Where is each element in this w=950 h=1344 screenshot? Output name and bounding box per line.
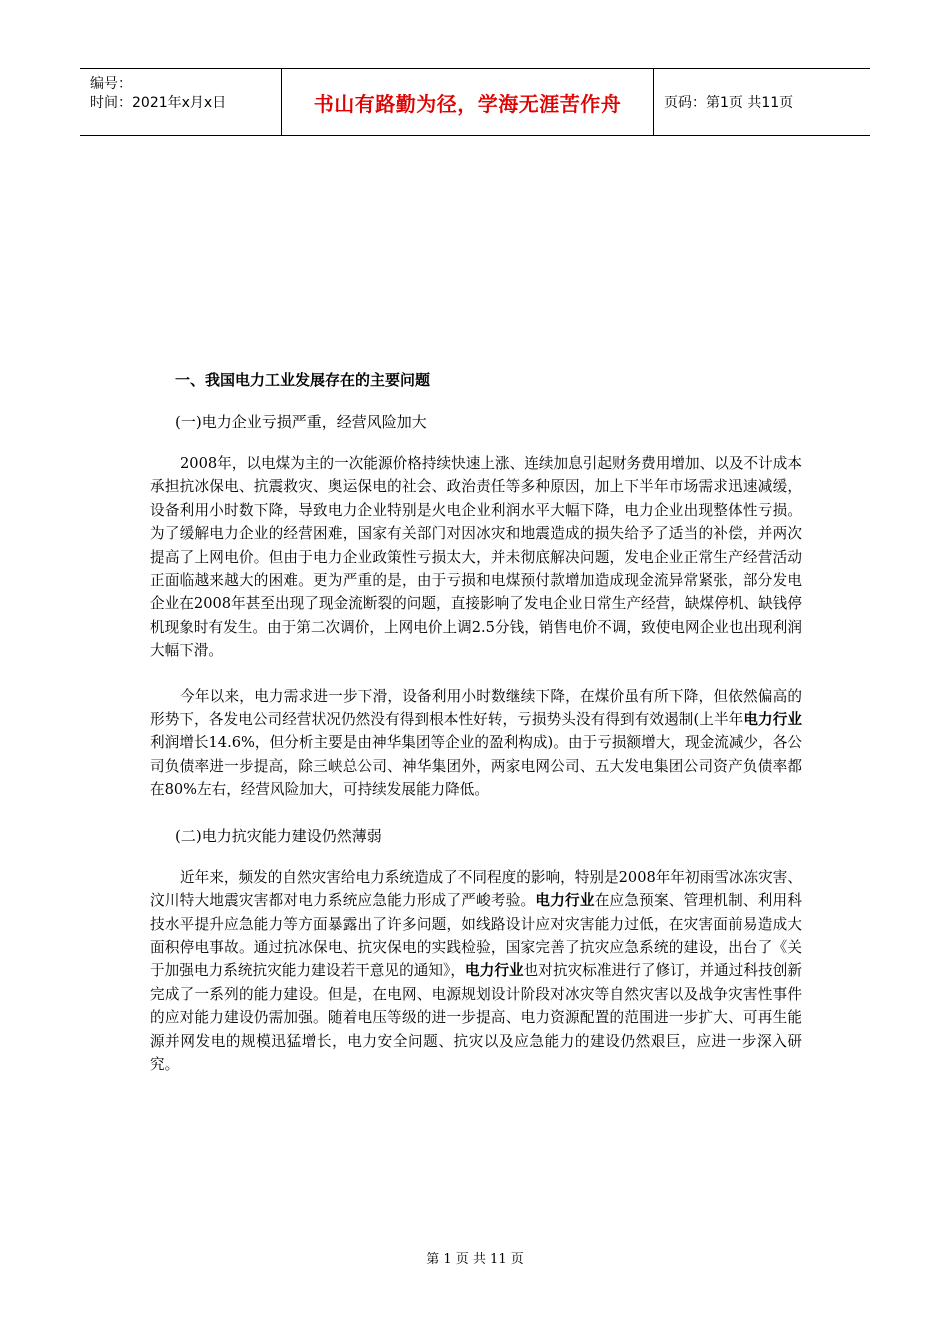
paragraph-3 — [150, 866, 802, 1077]
header-motto: 书山有路勤为径，学海无涯苦作舟 — [313, 91, 622, 116]
paragraph-3-text-b: 在应急预案、管理机制、利用科技水平提升应急能力等方面暴露出了许多问题，如线路设计应对灾害能力过低，在灾害面前易造成大面积停电事故。通过抗冰保电、抗灾保电的实践检验，国家完善了抗灾应急系统的建设，出台了《关于加强电力系统抗灾能力建设若干意见的通知》， — [150, 892, 802, 980]
header-meta — [80, 69, 282, 135]
subsection-title-2: (二)电力抗灾能力建设仍然薄弱 — [175, 826, 382, 845]
paragraph-1: 2008年，以电煤为主的一次能源价格持续快速上涨、连续加息引起财务费用增加、以及不计成本承担抗冰保电、抗震救灾、奥运保电的社会、政治责任等多种原因，加上下半年市场需求迅速减缓，设备利用小时数下降，导致电力企业特别是火电企业利润水平大幅下降，电力企业出现整体性亏损。为了缓解电力企业的经营困难，国家有关部门对因冰灾和地震造成的损失给予了适当的补偿，并两次提高了上网电价。但由于电力企业政策性亏损太大，并未彻底解决问题，发电企业正常生产经营活动正面临越来越大的困难。更为严重的是，由于亏损和电煤预付款增加造成现金流异常紧张，部分发电企业在2008年甚至出现了现金流断裂的问题，直接影响了发电企业日常生产经营，缺煤停机、缺钱停机现象时有发生。由于第二次调价，上网电价上调2.5分钱，销售电价不调，致使电网企业也出现利润大幅下滑。 — [150, 455, 802, 660]
header-page-cell — [654, 69, 870, 135]
page-footer: 第 1 页 共 11 页 — [426, 1252, 524, 1267]
paragraph-2-text-a: 今年以来，电力需求进一步下滑，设备利用小时数继续下降，在煤价虽有所下降，但依然偏高的形势下，各发电公司经营状况仍然没有得到根本性好转，亏损势头没有得到有效遏制(上半年 — [150, 687, 802, 729]
document-body — [150, 368, 802, 1098]
paragraph-3-text-c: 也对抗灾标准进行了修订，并通过科技创新完成了一系列的能力建设。但是，在电网、电源规划设计阶段对冰灾等自然灾害以及战争灾害性事件的应对能力建设仍需加强。随着电压等级的进一步提高、电力资源配置的范围进一步扩大、可再生能源并网发电的规模迅猛增长，电力安全问题、抗灾以及应急能力的建设仍然艰巨，应进一步深入研究。 — [150, 962, 802, 1073]
header-page-label: 页码：第1页 共11页 — [664, 95, 794, 111]
doc-number-label: 编号： — [90, 76, 132, 92]
header-motto-cell — [282, 69, 654, 135]
section-title: 一、我国电力工业发展存在的主要问题 — [175, 371, 431, 389]
paragraph-2-text-b: 利润增长14.6%，但分析主要是由神华集团等企业的盈利构成)。由于亏损额增大，现金流减少，各公司负债率进一步提高，除三峡总公司、神华集团外，两家电网公司、五大发电集团公司资产负债率都在80%左右，经营风险加大，可持续发展能力降低。 — [150, 734, 802, 799]
paragraph-2 — [150, 685, 802, 802]
industry-link[interactable]: 电力行业 — [465, 962, 524, 980]
paragraph-3-text-a: 近年来，频发的自然灾害给电力系统造成了不同程度的影响，特别是2008年年初雨雪冰冻灾害、汶川特大地震灾害都对电力系统应急能力形成了严峻考验。 — [150, 868, 802, 910]
industry-link[interactable]: 电力行业 — [743, 711, 802, 729]
subsection-title-1: (一)电力企业亏损严重，经营风险加大 — [175, 413, 427, 431]
industry-link[interactable]: 电力行业 — [535, 892, 595, 910]
doc-date-label: 时间：2021年x月x日 — [90, 95, 227, 111]
page-header — [80, 68, 870, 136]
